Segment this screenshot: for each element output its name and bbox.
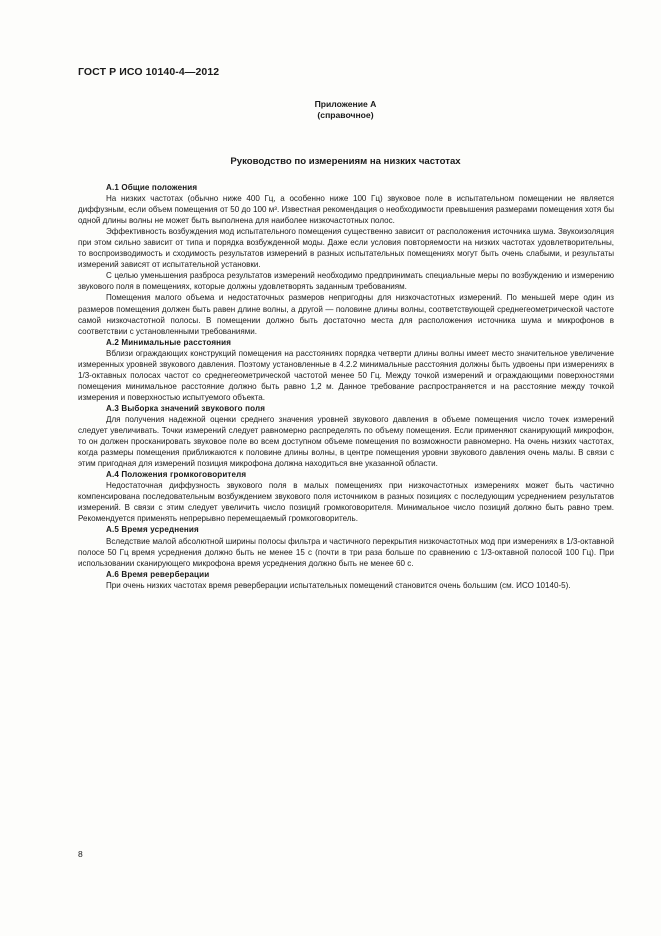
paragraph: Вблизи ограждающих конструкций помещения на расстояниях порядка четверти длины волны имеет место значительное увеличение измеренных уровней звукового давления. Поэтому установленные в 4.2.2 минимальные расстояния должны быть удвоены при измерениях в 1/3-октавных полосах частот со среднегеометрической частотой менее 50 Гц. Между точкой измерений и ограждающими поверхностями помещения минимальное расстояние должно быть равно 1,2 м. Данное требование распространяется и на расстояние между точкой измерения и поверхностью испытуемого объекта.	[78, 348, 614, 402]
standard-title: ГОСТ Р ИСО 10140-4—2012	[78, 66, 220, 78]
document-title: Руководство по измерениям на низких частотах	[230, 156, 461, 167]
page-number: 8	[78, 849, 83, 859]
annex-status: (справочное)	[317, 110, 374, 120]
paragraph: Недостаточная диффузность звукового поля в малых помещениях при низкочастотных измерениях может быть частично компенсирована последовательным возбуждением звукового поля источником в разных позициях с последующим усреднением результатов измерений. В связи с этим следует увеличить число позиций громкоговорителя. Минимальное число позиций должно быть равно трем. Рекомендуется применять непрерывно перемещаемый громкоговоритель.	[78, 481, 614, 524]
paragraph: Для получения надежной оценки среднего значения уровней звукового давления в объеме помещения число точек измерений следует увеличивать. Точки измерений следует равномерно распределять по объему помещения. Если применяют сканирующий микрофон, то он должен просканировать звуковое поле во всем доступном объеме помещения по возможности равномерно. На очень низких частотах, когда размеры помещения приближаются к половине длины волны, в центре помещения уровни звукового давления очень малы. В связи с этим пригодная для измерений позиция микрофона должна находиться вне указанной области.	[78, 414, 614, 469]
paragraph: На низких частотах (обычно ниже 400 Гц, а особенно ниже 100 Гц) звуковое поле в испытательном помещении не является диффузным, если объем помещения от 50 до 100 м³. Известная рекомендация о необходимости превышения размерами помещения хотя бы одной длины волны не может быть выполнена для наиболее низкочастотных полос.	[78, 194, 614, 226]
paragraph: Помещения малого объема и недостаточных размеров непригодны для низкочастотных измерений. По меньшей мере один из размеров помещения должен быть равен длине волны, а другой — половине длины волны, соответствующей среднегеометрической частоте самой низкочастотной полосы. В помещении должно быть достаточно места для расположения источника шума и микрофонов в соответствии с установленными требованиями.	[78, 293, 614, 336]
annex-title: Приложение А	[314, 99, 377, 109]
document-body	[78, 182, 614, 591]
section-heading-a1: А.1 Общие положения	[106, 183, 198, 192]
section-heading-a5: А.5 Время усреднения	[106, 525, 199, 535]
paragraph: Вследствие малой абсолютной ширины полосы фильтра и частичного перекрытия низкочастотных мод при измерениях в 1/3-октавной полосе 50 Гц время усреднения должно быть не менее 15 с (почти в три раза больше по сравнению с 1/3-октавной полосой 100 Гц). При использовании сканирующего микрофона время усреднения должно быть не менее 60 с.	[78, 536, 614, 568]
section-heading-a2: А.2 Минимальные расстояния	[106, 337, 232, 347]
section-heading-a6: А.6 Время реверберации	[106, 569, 210, 579]
section-heading-a4: А.4 Положения громкоговорителя	[106, 470, 247, 480]
paragraph: С целью уменьшения разброса результатов измерений необходимо предпринимать специальные меры по возбуждению и измерению звукового поля в помещениях, которые должны удовлетворять заданным требованиям.	[78, 271, 614, 292]
paragraph: Эффективность возбуждения мод испытательного помещения существенно зависит от расположения источника шума. Звукоизоляция при этом сильно зависит от типа и порядка возбужденной моды. Даже если условия повторяемости на низких частотах удовлетворительны, то воспроизводимость и сходимость результатов измерений в разных испытательных помещениях могут быть очень слабыми, и результаты измерений зависят от испытательной установки.	[78, 227, 614, 270]
paragraph: При очень низких частотах время реверберации испытательных помещений становится очень большим (см. ИСО 10140-5).	[106, 580, 571, 590]
section-heading-a3: А.3 Выборка значений звукового поля	[106, 403, 266, 413]
